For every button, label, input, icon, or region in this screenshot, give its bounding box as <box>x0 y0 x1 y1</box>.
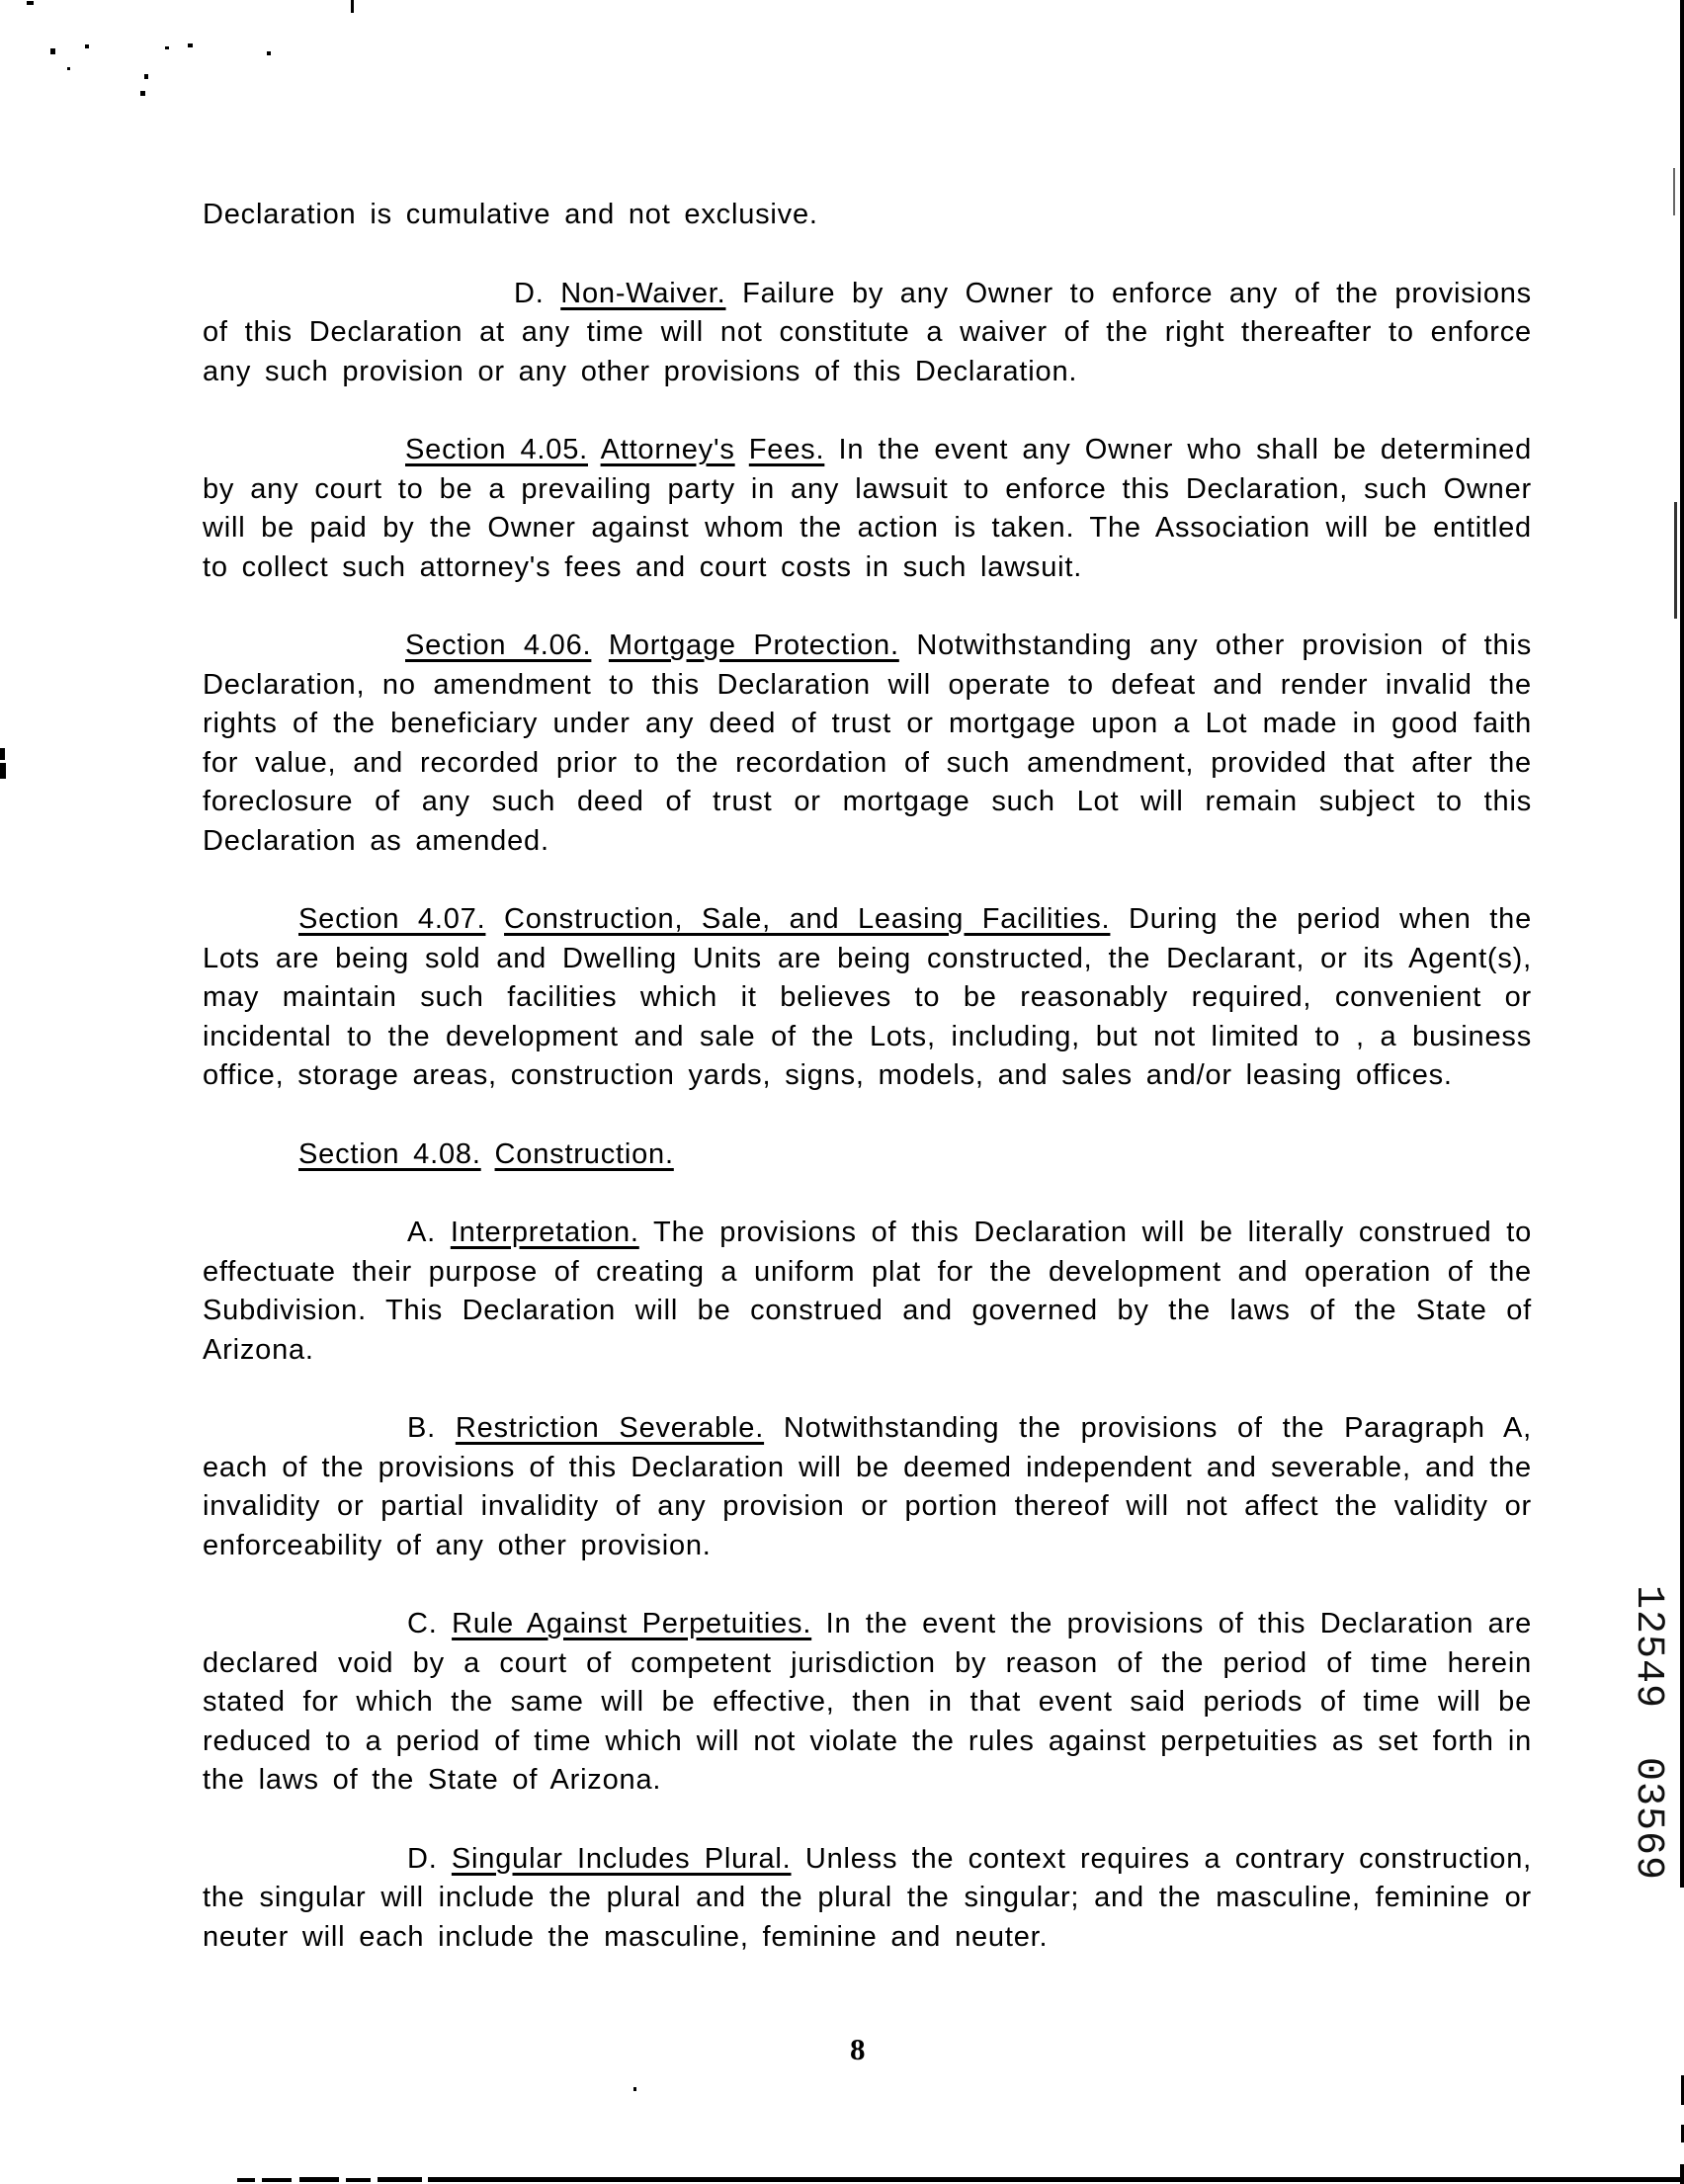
body-text: Declaration is cumulative and not exclusive. <box>203 199 818 230</box>
underlined-heading-text: Fees. <box>748 434 825 465</box>
underlined-heading-text: Interpretation. <box>450 1217 639 1248</box>
body-text <box>588 434 601 465</box>
page-number: 8 <box>850 2032 866 2066</box>
scan-bottom-line-dash <box>237 2178 255 2182</box>
underlined-heading-text: Section 4.06. <box>405 630 592 661</box>
body-text: Notwithstanding the provisions of the Paragraph A, each of the provisions of this Declaration will be deemed independent and severable, and the invalidity or partial invalidity of any provision or portion thereof will not affect the validity or enforceability of any other provision. <box>203 1412 1533 1561</box>
scan-left-edge-mark <box>0 748 5 760</box>
paragraph <box>203 1409 1532 1565</box>
underlined-heading-text: Rule Against Perpetuities. <box>452 1608 812 1639</box>
body-text: In the event the provisions of this Declaration are declared void by a court of competent jurisdiction by reason of the period of time herein stated for which the same will be effective, then in that event said periods of time will be reduced to a period of time which will not violate the rules against perpetuities as set forth in the laws of the State of Arizona. <box>203 1608 1532 1796</box>
underlined-heading-text: Section 4.07. <box>298 903 486 935</box>
paragraph <box>203 1135 1532 1175</box>
scan-edge-dash <box>1674 502 1677 619</box>
underlined-heading-text: Section 4.05. <box>405 434 588 465</box>
body-text: A. <box>407 1217 451 1248</box>
underlined-heading-text: Attorney's <box>600 434 735 465</box>
paragraph <box>203 431 1532 587</box>
body-text <box>481 1138 495 1170</box>
body-text: D. <box>514 277 561 309</box>
scan-speck <box>267 51 271 55</box>
paragraph <box>203 1214 1532 1370</box>
underlined-heading-text: Restriction Severable. <box>455 1412 765 1444</box>
underlined-heading-text: Construction, Sale, and Leasing Facilities. <box>504 903 1111 935</box>
scan-edge-line-right <box>1680 0 1684 1888</box>
scan-left-edge-mark <box>0 763 6 779</box>
scan-speck <box>27 1 34 5</box>
body-text <box>485 903 504 935</box>
underlined-heading-text: Non-Waiver. <box>560 277 726 309</box>
scan-speck <box>144 74 148 79</box>
underlined-heading-text: Construction. <box>494 1137 674 1170</box>
underlined-heading-text: Mortgage Protection. <box>608 630 899 661</box>
scan-speck <box>165 46 169 49</box>
body-text <box>735 434 749 465</box>
scan-bottom-line-dash <box>346 2178 371 2182</box>
body-text: Failure by any Owner to enforce any of the provisions of this Declaration at any time will not constitute a waiver of the right thereafter to enforce any such provision or any other provisions of this Declaration. <box>203 277 1532 387</box>
paragraph <box>203 275 1532 392</box>
scan-bottom-line <box>428 2177 1684 2182</box>
paragraph <box>203 627 1532 861</box>
underlined-heading-text: Singular Includes Plural. <box>451 1842 792 1875</box>
scan-edge-dash <box>1673 168 1675 215</box>
scan-bottom-line-dash <box>299 2177 339 2182</box>
scan-top-tick <box>351 0 354 13</box>
scan-speck <box>633 2087 636 2091</box>
body-text: D. <box>407 1842 452 1875</box>
scan-speck <box>188 43 193 47</box>
scan-speck <box>140 91 145 96</box>
scan-bottom-line-dash <box>378 2177 422 2182</box>
scan-speck <box>85 44 89 48</box>
scan-speck <box>50 48 55 54</box>
body-text: C. <box>407 1608 453 1639</box>
document-body <box>203 196 1532 1996</box>
paragraph <box>203 900 1532 1096</box>
margin-stamp-number: 12549 03569 <box>1626 1585 1670 1882</box>
paragraph <box>203 1605 1532 1801</box>
body-text: During the period when the Lots are being sold and Dwelling Units are being constructed, the Declarant, or its Agent(s), may maintain such facilities which it believes to be reasonably required, convenient or incidental to the development and sale of the Lots, including, but not limited to , a business office, storage areas, construction yards, signs, models, and sales and/or leasing offices. <box>203 903 1533 1091</box>
body-text: B. <box>407 1412 456 1444</box>
body-text: Notwithstanding any other provision of this Declaration, no amendment to this Declaration will operate to defeat and render invalid the rights of the beneficiary under any deed of trust or mortgage upon a Lot made in good faith for value, and recorded prior to the recordation of such amendment, provided that after the foreclosure of any such deed of trust or mortgage such Lot will remain subject to this Declaration as amended. <box>203 630 1533 857</box>
underlined-heading-text: Section 4.08. <box>298 1137 481 1170</box>
body-text: Unless the context requires a contrary construction, the singular will include the plural and the plural the singular; and the masculine, feminine or neuter will each include the masculine, feminine and neuter. <box>203 1842 1532 1953</box>
scan-bottom-line-dash <box>262 2178 292 2182</box>
scan-speck <box>67 67 70 70</box>
body-text: The provisions of this Declaration will be literally construed to effectuate their purpose of creating a uniform plat for the development and operation of the Subdivision. This Declaration will be construed and governed by the laws of the State of Arizona. <box>203 1217 1532 1366</box>
paragraph <box>203 1840 1532 1958</box>
body-text: In the event any Owner who shall be determined by any court to be a prevailing party in any lawsuit to enforce this Declaration, such Owner will be paid by the Owner against whom the action is taken. The Association will be entitled to collect such attorney's fees and court costs in such lawsuit. <box>203 434 1533 583</box>
body-text <box>591 630 609 661</box>
paragraph <box>203 196 1532 235</box>
